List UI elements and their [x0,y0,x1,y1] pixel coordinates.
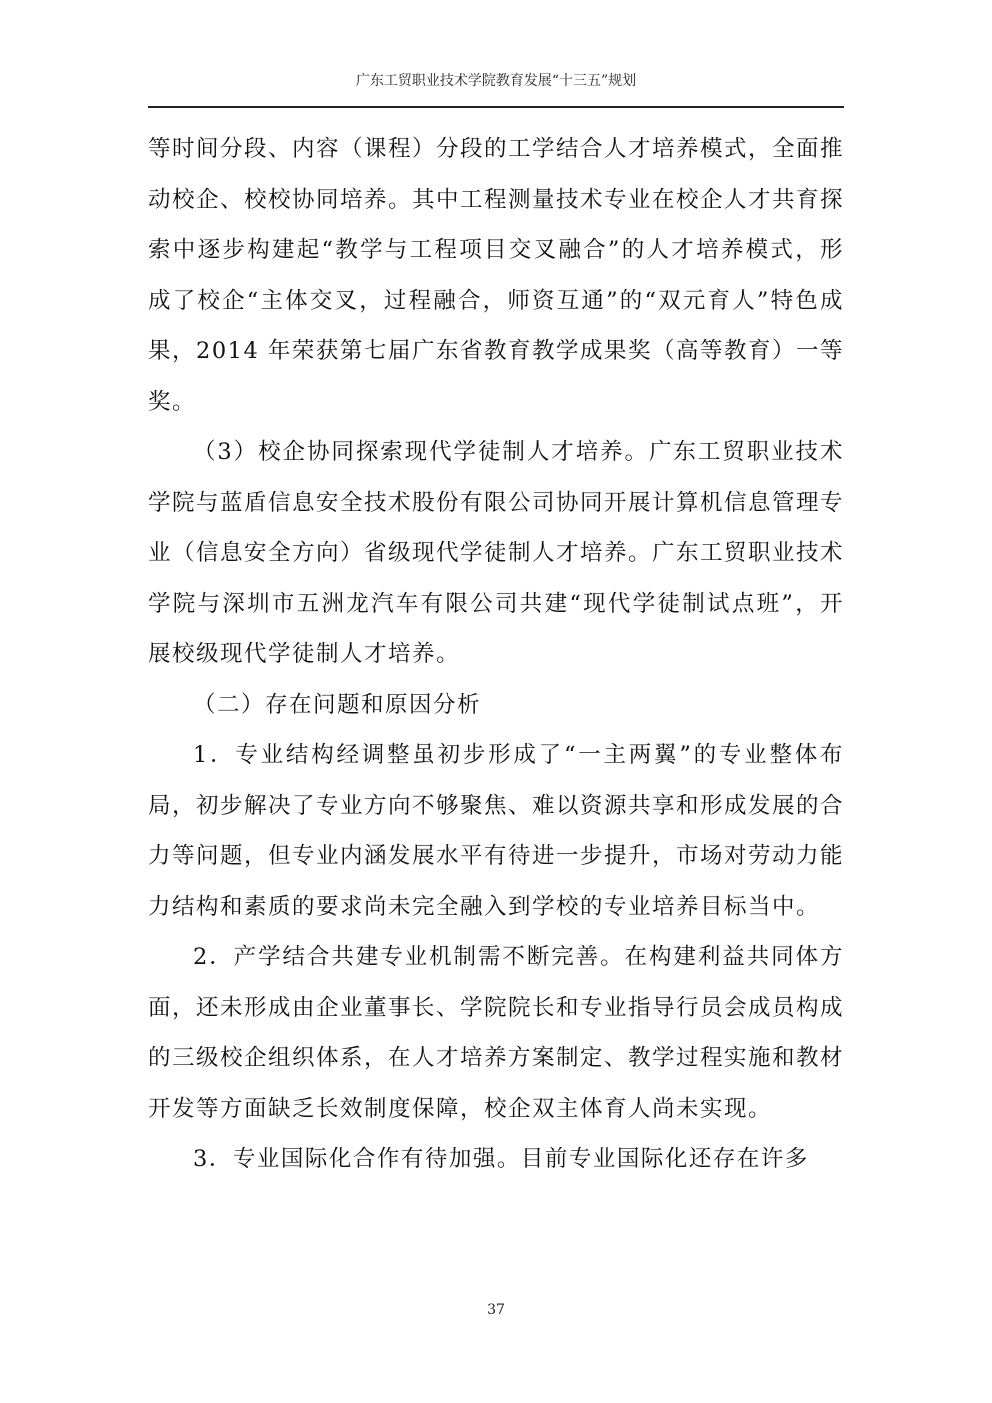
section-heading: （二）存在问题和原因分析 [193,691,482,718]
header-divider [148,106,844,108]
page-header: 广东工贸职业技术学院教育发展“十三五”规划 [355,73,637,89]
paragraph-continued: 等时间分段、内容（课程）分段的工学结合人才培养模式，全面推动校企、校校协同培养。其中工程测量技术专业在校企人才共育探索中逐步构建起“教学与工程项目交叉融合”的人才培养模式，形成了校企“主体交叉，过程融合，师资互通”的“双元育人”特色成果，2014 年荣获第七届广东省教育教学成果奖（高等教育）一等奖。 [148,136,845,415]
document-body [148,124,844,1185]
page-number: 37 [487,1302,505,1318]
paragraph-issue-3: 3．专业国际化合作有待加强。目前专业国际化还存在许多 [193,1146,809,1172]
paragraph-issue-2: 2．产学结合共建专业机制需不断完善。在构建利益共同体方面，还未形成由企业董事长、学院院长和专业指导行员会成员构成的三级校企组织体系，在人才培养方案制定、教学过程实施和教材开发等方面缺乏长效制度保障，校企双主体育人尚未实现。 [148,944,845,1122]
paragraph-apprenticeship: （3）校企协同探索现代学徒制人才培养。广东工贸职业技术学院与蓝盾信息安全技术股份有限公司协同开展计算机信息管理专业（信息安全方向）省级现代学徒制人才培养。广东工贸职业技术学院与深圳市五洲龙汽车有限公司共建“现代学徒制试点班”，开展校级现代学徒制人才培养。 [148,439,845,667]
paragraph-issue-1: 1．专业结构经调整虽初步形成了“一主两翼”的专业整体布局，初步解决了专业方向不够聚焦、难以资源共享和形成发展的合力等问题，但专业内涵发展水平有待进一步提升，市场对劳动力能力结构和素质的要求尚未完全融入到学校的专业培养目标当中。 [148,742,845,920]
